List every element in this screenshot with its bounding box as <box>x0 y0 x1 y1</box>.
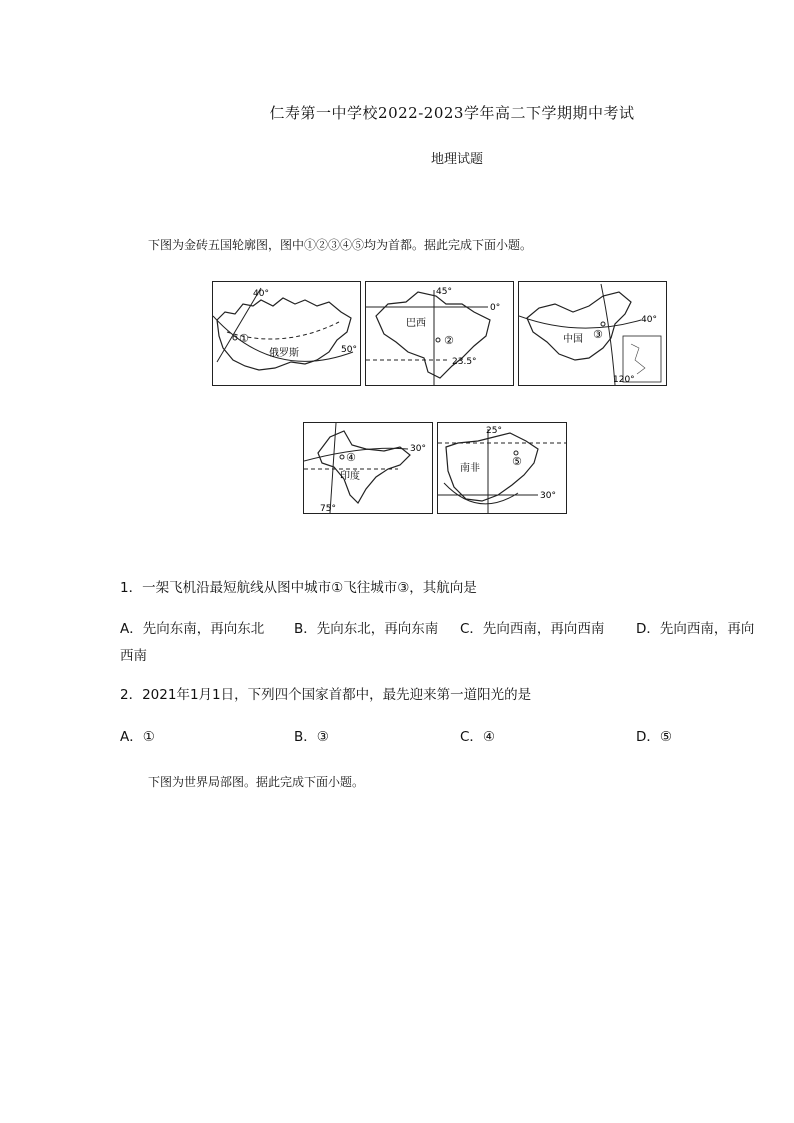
southafrica-capital: ⑤ <box>512 455 522 468</box>
china-lat-40: 40° <box>641 315 657 325</box>
india-lon-75: 75° <box>320 504 336 513</box>
russia-lat-50: 50° <box>341 345 357 355</box>
brazil-label: 巴西 <box>406 318 426 329</box>
russia-label: 俄罗斯 <box>269 348 299 359</box>
china-capital: ③ <box>593 328 603 341</box>
map-brazil <box>365 281 514 386</box>
question-2-option-d[interactable]: D．⑤ <box>636 729 672 745</box>
question-2-option-a[interactable]: A．① <box>120 729 155 745</box>
question-2-stem: 2．2021年1月1日，下列四个国家首都中，最先迎来第一道阳光的是 <box>120 687 532 703</box>
exam-subtitle: 地理试题 <box>430 152 483 167</box>
southafrica-lon-25: 25° <box>486 426 502 436</box>
exam-title: 仁寿第一中学校2022-2023学年高二下学期期中考试 <box>269 104 635 122</box>
southafrica-lat-30: 30° <box>540 491 556 501</box>
china-label: 中国 <box>563 334 583 345</box>
india-capital: ④ <box>346 451 356 464</box>
china-lon-120: 120° <box>613 375 635 385</box>
question-2-option-c[interactable]: C．④ <box>460 729 496 745</box>
question-1-stem: 1．一架飞机沿最短航线从图中城市①飞往城市③，其航向是 <box>120 580 477 596</box>
question-1-option-a[interactable]: A．先向东南，再向东北 <box>120 621 265 637</box>
map-india <box>303 422 433 514</box>
brazil-lat-23: 23.5° <box>452 357 477 367</box>
map-china <box>518 281 667 386</box>
brazil-capital: ② <box>444 334 454 347</box>
question-1-option-c[interactable]: C．先向西南，再向西南 <box>460 621 605 637</box>
brazil-lat-0: 0° <box>490 303 501 313</box>
intro-text-1: 下图为金砖五国轮廓图，图中①②③④⑤均为首都。据此完成下面小题。 <box>148 238 533 252</box>
map-russia <box>212 281 361 386</box>
brazil-lon-45: 45° <box>436 287 452 297</box>
india-label: 印度 <box>340 471 360 482</box>
india-lat-30: 30° <box>410 444 426 454</box>
southafrica-label: 南非 <box>460 463 480 474</box>
russia-capital: ① <box>239 332 249 345</box>
intro-text-2: 下图为世界局部图。据此完成下面小题。 <box>148 775 365 789</box>
question-1-option-d-wrap: 西南 <box>120 648 147 664</box>
russia-lat-40: 40° <box>253 289 269 299</box>
question-2-option-b[interactable]: B．③ <box>294 729 329 745</box>
question-1-option-b[interactable]: B．先向东北，再向东南 <box>294 621 439 637</box>
question-1-option-d[interactable]: D．先向西南，再向 <box>636 621 755 637</box>
map-south-africa <box>437 422 567 514</box>
